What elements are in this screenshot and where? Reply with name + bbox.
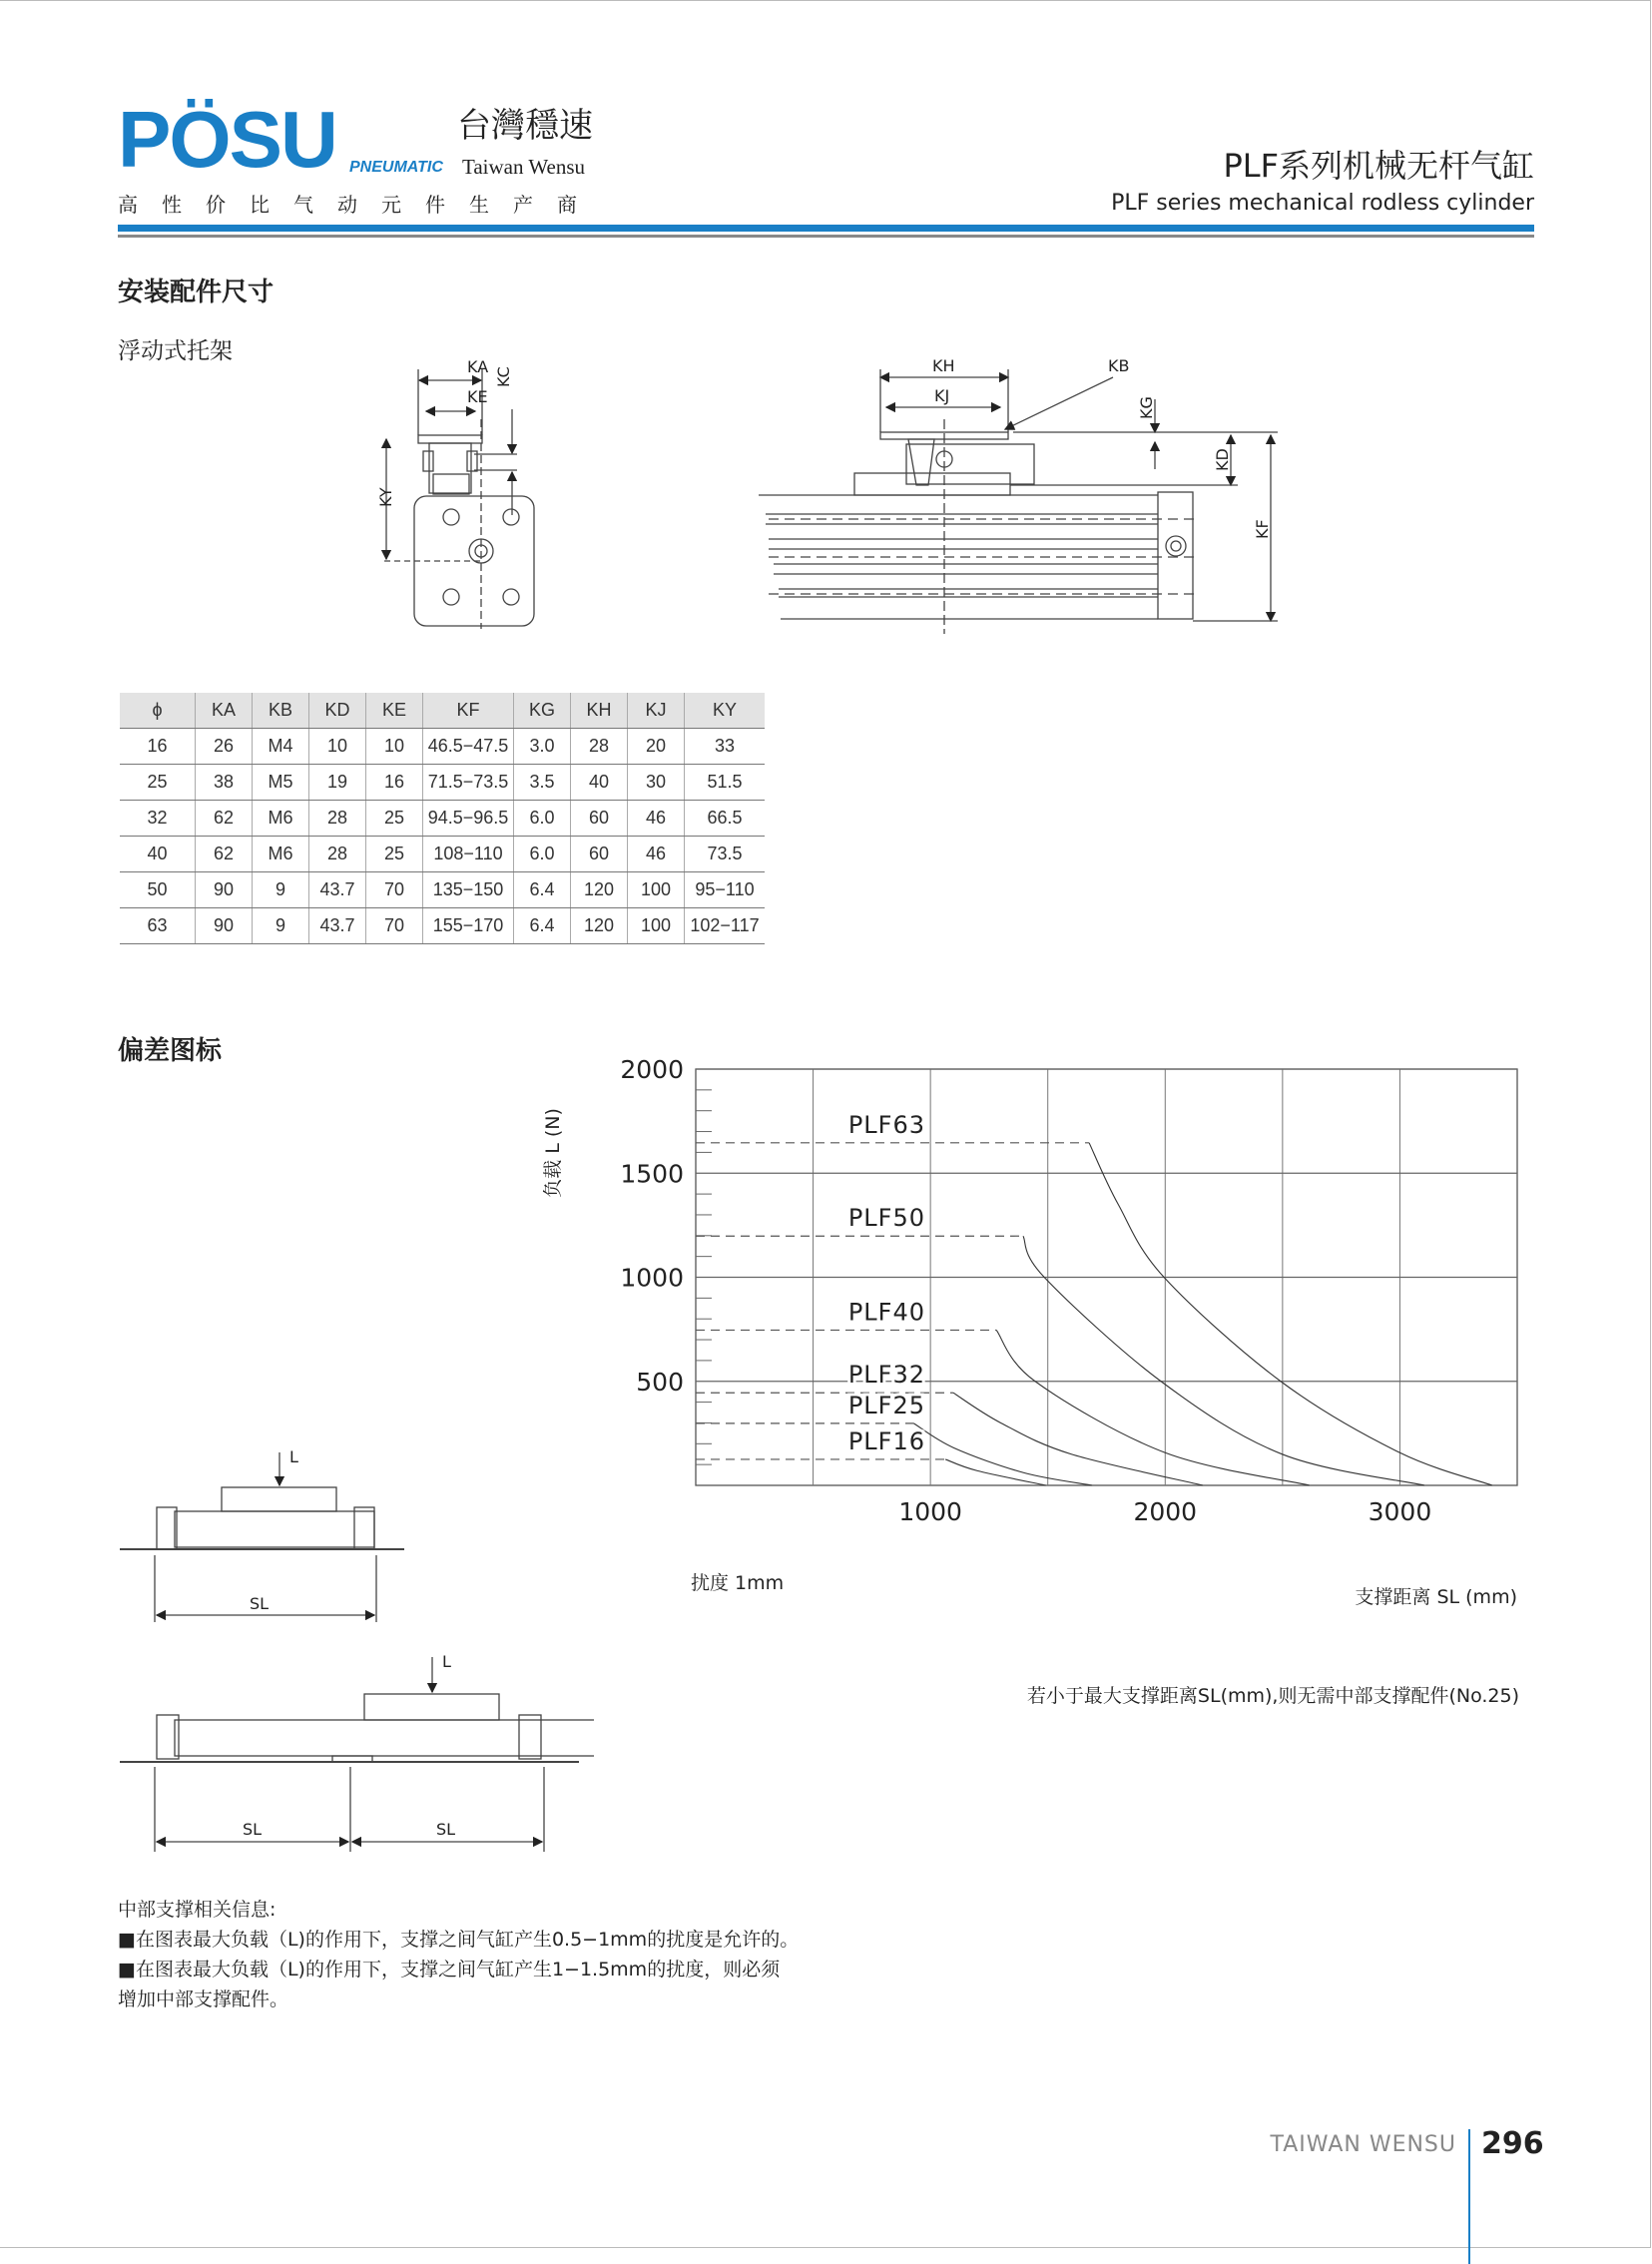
table-cell: 6.4 — [514, 908, 571, 944]
table-cell: 108−110 — [423, 837, 514, 872]
label-kg: KG — [1137, 396, 1156, 419]
x-tick-label: 3000 — [1368, 1497, 1432, 1526]
table-cell: 155−170 — [423, 908, 514, 944]
page-subtitle: PLF series mechanical rodless cylinder — [1111, 191, 1534, 216]
table-cell: 100 — [628, 872, 685, 908]
table-cell: 94.5−96.5 — [423, 801, 514, 837]
table-cell: 19 — [309, 765, 366, 801]
table-cell: 28 — [309, 801, 366, 837]
table-cell: M6 — [253, 837, 309, 872]
table-cell: 6.0 — [514, 837, 571, 872]
load-label-2: L — [442, 1652, 451, 1671]
table-cell: 120 — [571, 872, 628, 908]
series-curve-plf16 — [945, 1459, 1046, 1485]
table-cell: 120 — [571, 908, 628, 944]
column-header: KY — [685, 693, 766, 729]
label-kj: KJ — [934, 386, 950, 405]
label-kd: KD — [1213, 448, 1232, 471]
dimension-table — [120, 693, 765, 944]
series-label: PLF25 — [847, 1391, 926, 1419]
x-tick-label: 1000 — [898, 1497, 962, 1526]
page-number: 296 — [1481, 2126, 1544, 2161]
table-cell: M4 — [253, 729, 309, 765]
table-cell: 3.5 — [514, 765, 571, 801]
column-header: KE — [366, 693, 423, 729]
table-cell: 20 — [628, 729, 685, 765]
table-cell: 135−150 — [423, 872, 514, 908]
series-label: PLF50 — [847, 1204, 926, 1233]
table-cell: 71.5−73.5 — [423, 765, 514, 801]
column-header: KJ — [628, 693, 685, 729]
series-label: PLF40 — [847, 1298, 926, 1327]
column-header: KB — [253, 693, 309, 729]
sl-label-2: SL — [243, 1820, 263, 1839]
label-ka: KA — [467, 357, 489, 376]
series-curve-plf40 — [996, 1330, 1310, 1485]
table-cell: M6 — [253, 801, 309, 837]
note-support-distance: 若小于最大支撑距离SL(mm),则无需中部支撑配件(No.25) — [1026, 1685, 1519, 1707]
table-cell: 46 — [628, 837, 685, 872]
table-cell: 10 — [366, 729, 423, 765]
label-kc: KC — [494, 366, 513, 387]
y-axis-label: 负载 L (N) — [542, 1108, 564, 1198]
series-label: PLF63 — [847, 1110, 926, 1139]
table-cell: 6.0 — [514, 801, 571, 837]
table-cell: 32 — [120, 801, 196, 837]
table-cell: 90 — [196, 908, 253, 944]
table-cell: 28 — [309, 837, 366, 872]
column-header: KH — [571, 693, 628, 729]
double-span-diagram — [120, 1657, 594, 1852]
y-tick-label: 2000 — [620, 1055, 684, 1084]
table-cell: 66.5 — [685, 801, 766, 837]
table-cell: 100 — [628, 908, 685, 944]
table-cell: 25 — [366, 801, 423, 837]
table-cell: 16 — [366, 765, 423, 801]
logo-sub: PNEUMATIC — [349, 159, 443, 176]
front-view — [384, 369, 534, 629]
table-row — [120, 765, 765, 801]
y-tick-label: 1500 — [620, 1159, 684, 1189]
table-cell: 26 — [196, 729, 253, 765]
label-kb: KB — [1108, 356, 1130, 375]
column-header: KF — [423, 693, 514, 729]
label-kh: KH — [932, 356, 955, 375]
bracket-drawing — [369, 339, 1298, 639]
table-cell: 25 — [120, 765, 196, 801]
section-title-mounting: 安装配件尺寸 — [118, 278, 275, 307]
logo-en: Taiwan Wensu — [462, 155, 586, 179]
column-header: KD — [309, 693, 366, 729]
table-cell: 33 — [685, 729, 766, 765]
footer-brand: TAIWAN WENSU — [1270, 2132, 1456, 2157]
table-cell: 3.0 — [514, 729, 571, 765]
page-title: PLF系列机械无杆气缸 — [1223, 147, 1534, 185]
logo-text: PÖSU — [118, 95, 336, 184]
table-cell: 90 — [196, 872, 253, 908]
table-cell: 50 — [120, 872, 196, 908]
table-cell: 102−117 — [685, 908, 766, 944]
table-cell: 43.7 — [309, 872, 366, 908]
series-curve-plf50 — [1023, 1236, 1424, 1485]
table-cell: 51.5 — [685, 765, 766, 801]
note-line-1: ■在图表最大负载（L)的作用下，支撑之间气缸产生0.5−1mm的扰度是允许的。 — [118, 1929, 800, 1951]
table-cell: M5 — [253, 765, 309, 801]
table-cell: 95−110 — [685, 872, 766, 908]
deflection-chart — [519, 1038, 1537, 1617]
table-cell: 62 — [196, 837, 253, 872]
table-row — [120, 908, 765, 944]
table-cell: 43.7 — [309, 908, 366, 944]
y-tick-label: 500 — [636, 1367, 684, 1397]
series-curve-plf63 — [1089, 1143, 1492, 1485]
note-line-2: ■在图表最大负载（L)的作用下，支撑之间气缸产生1−1.5mm的扰度，则必须 — [118, 1959, 781, 1981]
deflection-annotation: 扰度 1mm — [691, 1572, 785, 1594]
table-cell: 73.5 — [685, 837, 766, 872]
sl-label-3: SL — [436, 1820, 456, 1839]
support-notes — [118, 1895, 799, 2014]
table-cell: 9 — [253, 908, 309, 944]
logo-cn: 台灣穩速 — [457, 106, 593, 146]
load-label-1: L — [289, 1447, 298, 1466]
table-cell: 60 — [571, 837, 628, 872]
x-tick-label: 2000 — [1133, 1497, 1198, 1526]
table-cell: 28 — [571, 729, 628, 765]
section-title-deflection: 偏差图标 — [118, 1036, 223, 1066]
table-cell: 10 — [309, 729, 366, 765]
table-cell: 46 — [628, 801, 685, 837]
table-cell: 16 — [120, 729, 196, 765]
table-cell: 38 — [196, 765, 253, 801]
y-tick-label: 1000 — [620, 1263, 684, 1293]
table-header-row — [120, 693, 765, 729]
note-heading: 中部支撑相关信息: — [118, 1899, 276, 1921]
series-label: PLF16 — [847, 1426, 926, 1455]
table-cell: 40 — [120, 837, 196, 872]
table-cell: 40 — [571, 765, 628, 801]
tagline: 高性价比气动元件生产商 — [118, 193, 601, 217]
table-row — [120, 872, 765, 908]
table-row — [120, 729, 765, 765]
table-cell: 70 — [366, 872, 423, 908]
side-view — [759, 369, 1278, 634]
column-header: ϕ — [120, 693, 196, 729]
table-cell: 46.5−47.5 — [423, 729, 514, 765]
posu-logo — [118, 95, 617, 184]
table-cell: 9 — [253, 872, 309, 908]
column-header: KG — [514, 693, 571, 729]
sl-label-1: SL — [250, 1594, 270, 1613]
x-axis-label: 支撑距离 SL (mm) — [1355, 1586, 1517, 1608]
note-line-3: 增加中部支撑配件。 — [118, 1988, 289, 2010]
footer-divider — [1468, 2129, 1470, 2264]
header-divider-blue — [118, 225, 1534, 232]
table-cell: 70 — [366, 908, 423, 944]
table-cell: 6.4 — [514, 872, 571, 908]
table-cell: 30 — [628, 765, 685, 801]
table-cell: 63 — [120, 908, 196, 944]
column-header: KA — [196, 693, 253, 729]
label-kf: KF — [1253, 519, 1272, 539]
table-row — [120, 837, 765, 872]
series-label: PLF32 — [847, 1361, 926, 1390]
table-row — [120, 801, 765, 837]
table-cell: 62 — [196, 801, 253, 837]
table-cell: 25 — [366, 837, 423, 872]
label-ke: KE — [467, 387, 488, 406]
header-divider-gray — [118, 235, 1534, 238]
table-cell: 60 — [571, 801, 628, 837]
section-subtitle-bracket: 浮动式托架 — [118, 338, 233, 364]
label-ky: KY — [376, 487, 395, 507]
